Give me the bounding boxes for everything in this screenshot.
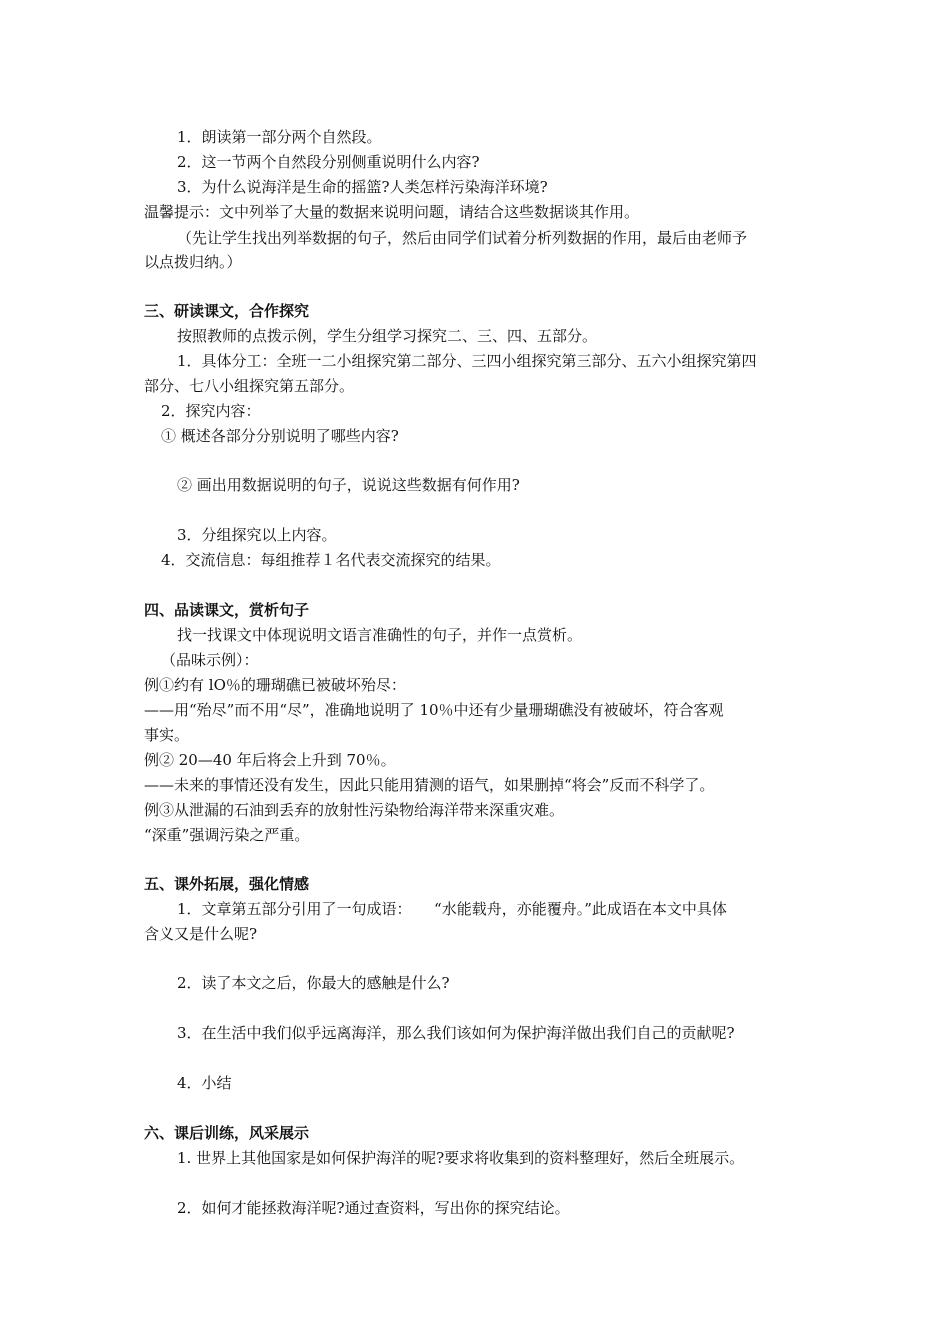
text-line: 2．这一节两个自然段分别侧重说明什么内容? (177, 153, 480, 171)
text-line: ② 画出用数据说明的句子，说说这些数据有何作用? (177, 476, 520, 494)
text-line: 4．交流信息：每组推荐１名代表交流探究的结果。 (161, 551, 501, 569)
text-line: 按照教师的点拨示例，学生分组学习探究二、三、四、五部分。 (177, 327, 598, 345)
section-heading: 三、研读课文，合作探究 (144, 302, 310, 320)
text-line: 温馨提示：文中列举了大量的数据来说明问题，请结合这些数据谈其作用。 (144, 203, 640, 221)
text-line: ① 概述各部分分别说明了哪些内容? (161, 427, 399, 445)
text-line: （品味示例）： (161, 651, 259, 669)
text-line: 2．探究内容： (161, 402, 261, 420)
text-line: 部分、七八小组探究第五部分。 (144, 377, 355, 395)
text-line: 3．分组探究以上内容。 (177, 526, 337, 544)
text-line: 4．小结 (177, 1074, 232, 1092)
text-line: 1. 世界上其他国家是如何保护海洋的呢?要求将收集到的资料整理好，然后全班展示。 (177, 1149, 745, 1167)
text-line: “深重”强调污染之严重。 (144, 826, 310, 844)
text-line: 例③从泄漏的石油到丢弃的放射性污染物给海洋带来深重灾难。 (144, 801, 565, 819)
text-line: 1．朗读第一部分两个自然段。 (177, 128, 382, 146)
text-line: 含义又是什么呢? (144, 925, 258, 943)
text-line: 例② 20—40 年后将会上升到 70％。 (144, 751, 396, 769)
text-line: 事实。 (144, 726, 190, 744)
text-line: （先让学生找出列举数据的句子，然后由同学们试着分析列数据的作用，最后由老师予 (177, 229, 748, 247)
section-heading: 五、课外拓展，强化情感 (144, 875, 310, 893)
section-heading: 四、品读课文，赏析句子 (144, 601, 310, 619)
text-line: 3．为什么说海洋是生命的摇篮?人类怎样污染海洋环境? (177, 178, 548, 196)
text-line: 以点拨归纳。） (144, 253, 242, 271)
section-heading: 六、课后训练，风采展示 (144, 1124, 310, 1142)
text-line: 1．具体分工：全班一二小组探究第二部分、三四小组探究第三部分、五六小组探究第四 (177, 352, 757, 370)
text-line: 找一找课文中体现说明文语言准确性的句子，并作一点赏析。 (177, 626, 583, 644)
text-line: 例①约有 lO％的珊瑚礁已被破坏殆尽： (144, 676, 406, 694)
text-line: 2．如何才能拯救海洋呢?通过查资料，写出你的探究结论。 (177, 1199, 570, 1217)
text-line: 3．在生活中我们似乎远离海洋，那么我们该如何为保护海洋做出我们自己的贡献呢? (177, 1024, 735, 1042)
text-line: ——用“殆尽”而不用“尽”，准确地说明了 10％中还有少量珊瑚礁没有被破坏，符合客观 (144, 701, 724, 719)
text-line: 1．文章第五部分引用了一句成语： “水能载舟，亦能覆舟。”此成语在本文中具体 (177, 900, 727, 918)
text-line: ——未来的事情还没有发生，因此只能用猜测的语气，如果删掉“将会”反而不科学了。 (144, 776, 715, 794)
text-line: 2．读了本文之后，你最大的感触是什么? (177, 974, 450, 992)
